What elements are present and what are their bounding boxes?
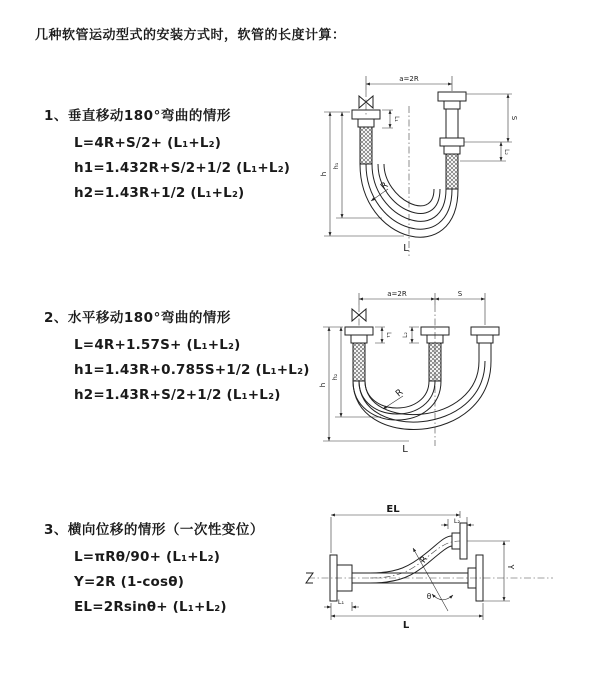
formula-line: Y=2R (1-cosθ) <box>74 574 185 590</box>
hose-assembly <box>330 523 483 601</box>
dim-label-y: Y <box>506 564 515 570</box>
formula-line: h1=1.432R+S/2+1/2 (L₁+L₂) <box>74 160 291 176</box>
braided-hose-end <box>360 127 372 164</box>
dimension-lines <box>323 293 485 441</box>
centerlines <box>359 305 435 446</box>
dim-label-l1: L₁ <box>393 116 400 122</box>
hose-assembly <box>345 309 499 430</box>
page-title: 几种软管运动型式的安装方式时，软管的长度计算： <box>35 28 346 43</box>
hose-s-curve <box>370 536 452 573</box>
flange <box>351 335 367 343</box>
dimension-lines <box>324 76 512 236</box>
braided-hose-end <box>353 343 365 381</box>
formula-line: L=4R+S/2+ (L₁+L₂) <box>74 135 222 151</box>
flange <box>477 335 493 343</box>
dim-label-h-inner: h₁ <box>332 162 340 170</box>
section-2-heading: 2、水平移动180°弯曲的情形 <box>44 310 231 326</box>
formula-line: h1=1.43R+0.785S+1/2 (L₁+L₂) <box>74 362 310 378</box>
dim-label-l2: L₂ <box>503 149 510 155</box>
formula-line: EL=2Rsinθ+ (L₁+L₂) <box>74 599 227 615</box>
radius-label: R <box>394 387 406 400</box>
section-3-heading: 3、横向位移的情形（一次性变位） <box>44 522 264 538</box>
flange <box>471 327 499 335</box>
length-label: L <box>403 243 409 254</box>
dim-label-el: EL <box>386 504 400 515</box>
dim-label-stroke: S <box>457 290 463 298</box>
dim-label-l2: L₂ <box>453 517 461 525</box>
flange <box>345 327 373 335</box>
dim-label-l1: L₁ <box>385 332 392 338</box>
diagram-horizontal-180-bend <box>303 281 598 456</box>
length-label: L <box>402 620 410 631</box>
hose-s-curve <box>370 546 452 583</box>
flange <box>358 119 374 127</box>
diagram-lateral-displacement <box>298 503 598 653</box>
section-1-heading: 1、垂直移动180°弯曲的情形 <box>44 108 231 124</box>
formula-line: h2=1.43R+1/2 (L₁+L₂) <box>74 185 245 201</box>
formula-line: h2=1.43R+S/2+1/2 (L₁+L₂) <box>74 387 281 403</box>
flange <box>460 523 467 559</box>
dim-label-h-outer: h <box>320 171 328 177</box>
diagram-vertical-180-bend <box>300 64 590 264</box>
theta-label: θ <box>426 592 432 601</box>
radius-label: R <box>379 180 391 193</box>
braided-hose-end <box>429 343 441 381</box>
flange <box>438 92 466 101</box>
dim-label-span: a=2R <box>387 290 407 298</box>
dim-label-l1: L₁ <box>337 598 345 606</box>
dim-label-h-outer: h <box>319 382 327 388</box>
dim-label-l2: L₂ <box>402 332 409 338</box>
dim-label-h-inner: h₂ <box>331 373 339 381</box>
flange <box>444 101 460 109</box>
formula-line: L=πRθ/90+ (L₁+L₂) <box>74 549 221 565</box>
radius-label: R <box>418 554 431 566</box>
formula-line: L=4R+1.57S+ (L₁+L₂) <box>74 337 241 353</box>
braided-hose-end <box>446 154 458 189</box>
dim-label-span: a=2R <box>399 75 419 83</box>
dim-label-stroke: S <box>510 115 518 121</box>
centerlines <box>308 541 553 578</box>
length-label: L <box>402 444 408 455</box>
hose-bend-shifted <box>353 361 491 430</box>
flange <box>444 146 460 154</box>
flange <box>440 138 464 146</box>
